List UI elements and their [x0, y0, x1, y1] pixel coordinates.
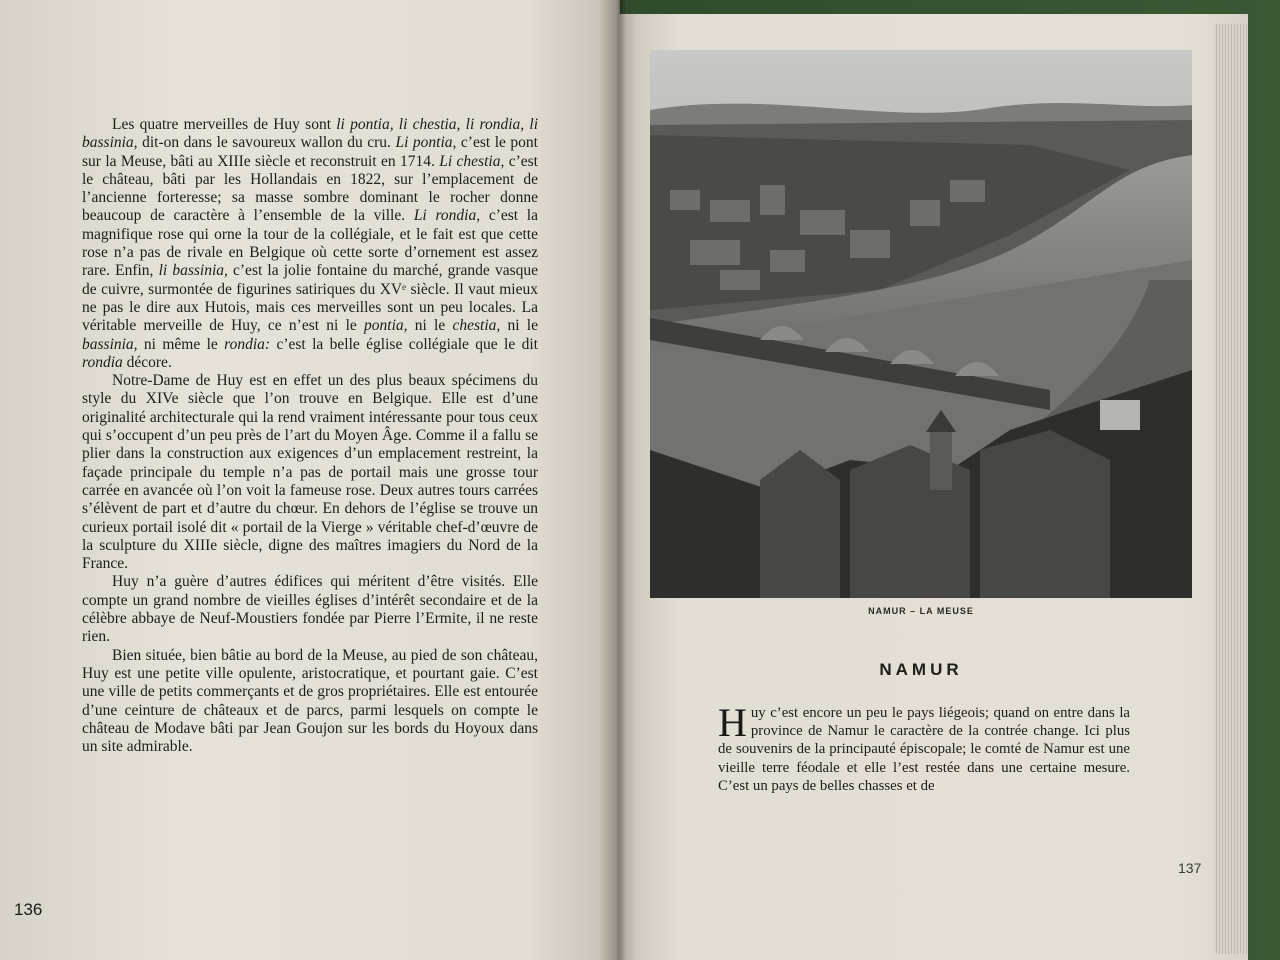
text-run: Notre-Dame de Huy est en effet un des plus beaux spécimens du style du XIVe siècle que l’on trouve en Belgique. Elle est d’une originalité architecturale qui la rend vraiment intéressante pour tous ceux qui s’occupent d’un peu près de l’art du Moyen Âge. Comme il a fallu se plier dans la construction aux exigences d’un emplacement restreint, la façade principale du temple n’a pas de portail mais une grosse tour carrée en avancée où l’on voit la fameuse rose. Deux autres tours carrées s’élèvent de part et d’autre du chœur. En dehors de l’église se trouve un curieux portail isolé dit « portail de la Vierge » véritable chef-d’œuvre de la sculpture du XIIIe siècle, digne des maîtres imagiers du Nord de la France. — [82, 372, 538, 573]
right-page-text — [718, 700, 1130, 795]
left-page-number: 136 — [14, 900, 43, 919]
italic-run: li pontia, li chestia, li rondia, li bassinia, — [82, 116, 538, 152]
text-run: décore. — [122, 353, 172, 371]
namur-meuse-photo — [650, 50, 1192, 598]
italic-run: rondia: — [224, 335, 271, 353]
italic-run: Li rondia, — [413, 207, 481, 225]
italic-run: Li pontia, — [395, 134, 457, 152]
text-run: c’est la magnifique rose qui orne la tour de la collégiale, et le fait est que cette rose n’a pas de rivale en Belgique où cette sorte d’ornement est assez rare. Enfin, — [82, 207, 538, 280]
page-edges — [1214, 24, 1248, 954]
italic-run: rondia — [82, 353, 123, 371]
right-page-body: uy c’est encore un peu le pays liégeois; quand on entre dans la province de Namur le caractère de la contrée change. Ici plus de souvenirs de la principauté épiscopale; le comté de Namur est une vieille terre féodale et elle l’est restée dans une certaine mesure. C’est un pays de belles chasses et de — [718, 705, 1130, 794]
paragraph — [82, 647, 538, 757]
right-page-number: 137 — [1178, 860, 1202, 876]
text-run: Les quatre merveilles de Huy sont — [112, 116, 337, 133]
italic-run: bassinia, — [82, 335, 138, 353]
italic-run: pontia, — [364, 317, 408, 335]
text-run: c’est le pont sur la Meuse, bâti au XIIIe siècle et reconstruit en 1714. — [82, 134, 538, 170]
italic-run: li bassinia, — [158, 262, 228, 280]
paragraph — [82, 573, 538, 646]
drop-cap: H — [718, 700, 747, 745]
book-gutter — [598, 0, 638, 960]
text-run: dit-on dans le savoureux wallon du cru. — [137, 134, 396, 152]
italic-run: chestia, — [452, 317, 501, 335]
paragraph — [82, 372, 538, 573]
text-run: Bien située, bien bâtie au bord de la Meuse, au pied de son château, Huy est une petite ville opulente, aristocratique, et pourtant gaie. C’est une ville de petits commerçants et de gros propriétaires. Elle est entourée d’une ceinture de châteaux et de parcs, parmi lesquels on compte le château de Modave bâti par Jean Goujon sur les bords du Hoyoux dans un site admirable. — [82, 646, 538, 756]
left-page-text — [82, 116, 538, 756]
photo-caption: NAMUR – LA MEUSE — [868, 606, 974, 616]
text-run: ni même le — [137, 335, 225, 353]
italic-run: Li chestia, — [439, 152, 505, 170]
left-page — [0, 0, 620, 960]
text-run: c’est le château, bâti par les Hollandais en 1822, sur l’emplacement de l’ancienne forteresse; sa masse sombre dominant le rocher donne beaucoup de caractère à l’ensemble de la ville. — [82, 152, 538, 225]
paragraph — [82, 116, 538, 372]
text-run: ni le — [407, 317, 453, 335]
text-run: ni le — [500, 317, 538, 335]
text-run: c’est la belle église collégiale que le dit — [270, 335, 538, 353]
text-run: c’est la jolie fontaine du marché, grande vasque de cuivre, surmontée de figurines satiriques du XVᵉ siècle. Il vaut mieux ne pas le dire aux Hutois, mais ces merveilles sont un peu locales. La véritable merveille de Huy, ce n’est ni le — [82, 262, 538, 335]
photo-illustration — [650, 50, 1192, 598]
chapter-heading: NAMUR — [879, 660, 963, 679]
text-run: Huy n’a guère d’autres édifices qui méritent d’être visités. Elle compte un grand nombre de vieilles églises d’intérêt secondaire et de la célèbre abbaye de Neuf-Moustiers fondée par Pierre l’Ermite, il ne reste rien. — [82, 573, 538, 646]
